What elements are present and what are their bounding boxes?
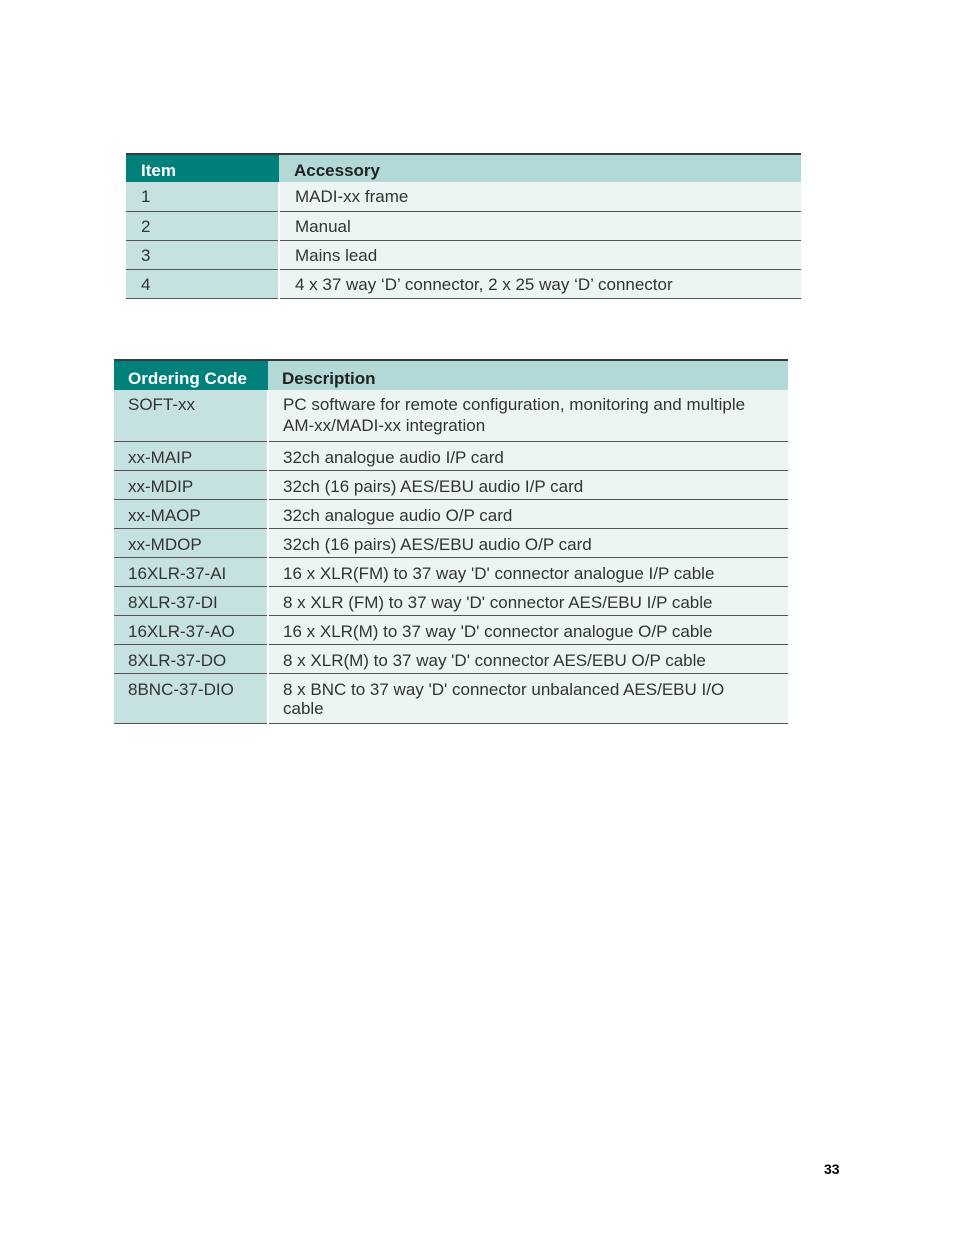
accessory-cell: 4 x 37 way ‘D’ connector, 2 x 25 way ‘D’ connector <box>279 269 801 298</box>
description-line: 8 x BNC to 37 way 'D' connector unbalanced AES/EBU I/O <box>283 679 725 699</box>
table-row <box>126 269 801 298</box>
description-cell <box>268 673 788 723</box>
code-cell: xx-MAIP <box>114 441 268 470</box>
description-line: AM-xx/MADI-xx integration <box>283 416 486 435</box>
table-row <box>126 211 801 240</box>
table-row <box>114 499 788 528</box>
accessory-cell: MADI-xx frame <box>279 182 801 211</box>
table-row <box>126 182 801 211</box>
item-cell: 3 <box>126 240 279 269</box>
header-accessory: Accessory <box>279 154 801 182</box>
description-cell <box>268 390 788 441</box>
code-cell: xx-MDOP <box>114 528 268 557</box>
description-cell: 32ch analogue audio O/P card <box>268 499 788 528</box>
page-number: 33 <box>824 1161 840 1177</box>
code-cell: 16XLR-37-AO <box>114 615 268 644</box>
table-row <box>114 528 788 557</box>
item-cell: 4 <box>126 269 279 298</box>
code-cell: 8XLR-37-DO <box>114 644 268 673</box>
item-cell: 2 <box>126 211 279 240</box>
table-row <box>126 240 801 269</box>
code-cell: 8XLR-37-DI <box>114 586 268 615</box>
ordering-table <box>114 359 788 724</box>
accessory-cell: Manual <box>279 211 801 240</box>
description-line: PC software for remote configuration, monitoring and multiple <box>283 395 746 414</box>
item-cell: 1 <box>126 182 279 211</box>
code-cell: SOFT-xx <box>114 390 268 441</box>
table-row <box>114 557 788 586</box>
header-description: Description <box>268 360 788 390</box>
table-row <box>114 390 788 441</box>
table-row <box>114 644 788 673</box>
table-header-row <box>126 154 801 182</box>
description-cell: 16 x XLR(FM) to 37 way 'D' connector analogue I/P cable <box>268 557 788 586</box>
header-item: Item <box>126 154 279 182</box>
description-cell: 8 x XLR(M) to 37 way 'D' connector AES/EBU O/P cable <box>268 644 788 673</box>
table-row <box>114 586 788 615</box>
table-row <box>114 673 788 723</box>
accessory-cell: Mains lead <box>279 240 801 269</box>
description-line: cable <box>283 698 324 718</box>
description-cell: 32ch (16 pairs) AES/EBU audio O/P card <box>268 528 788 557</box>
table-row <box>114 441 788 470</box>
description-cell: 32ch (16 pairs) AES/EBU audio I/P card <box>268 470 788 499</box>
header-ordering-code: Ordering Code <box>114 360 268 390</box>
code-cell: xx-MDIP <box>114 470 268 499</box>
code-cell: xx-MAOP <box>114 499 268 528</box>
code-cell: 16XLR-37-AI <box>114 557 268 586</box>
table-row <box>114 615 788 644</box>
description-cell: 8 x XLR (FM) to 37 way 'D' connector AES/EBU I/P cable <box>268 586 788 615</box>
table-header-row <box>114 360 788 390</box>
code-cell: 8BNC-37-DIO <box>114 673 268 723</box>
table-row <box>114 470 788 499</box>
accessory-table <box>126 153 801 299</box>
description-cell: 32ch analogue audio I/P card <box>268 441 788 470</box>
description-cell: 16 x XLR(M) to 37 way 'D' connector analogue O/P cable <box>268 615 788 644</box>
